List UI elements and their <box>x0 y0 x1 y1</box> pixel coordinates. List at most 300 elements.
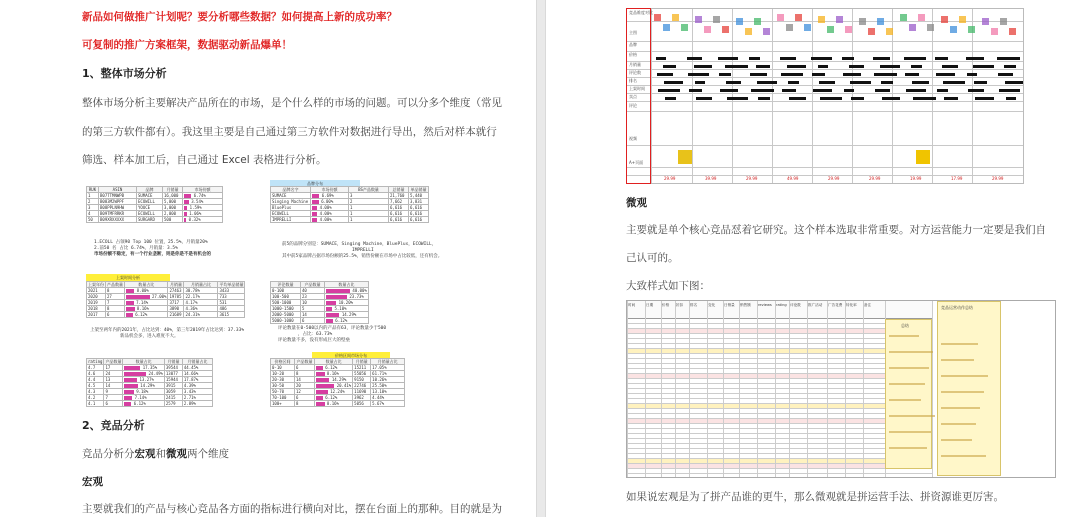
table-cell: 2017 <box>87 312 106 318</box>
pct-bar <box>126 295 150 299</box>
price-range-title: 价格区间市场分布 <box>312 352 390 359</box>
pct-bar <box>316 390 328 394</box>
summary-text-line <box>889 415 935 417</box>
pct-value: 6.12% <box>132 312 148 317</box>
redacted-value <box>881 81 893 84</box>
redacted-value <box>912 81 929 84</box>
table-header-cell: 月销量占比 <box>371 359 405 365</box>
redacted-value <box>968 89 984 92</box>
table-header-cell: rating <box>88 359 103 364</box>
redacted-value <box>820 97 842 100</box>
table-header-cell: 市场份额 <box>183 187 223 193</box>
pct-value: 9.18% <box>133 389 149 394</box>
sheet-header-cell: 时间 <box>628 303 636 307</box>
table-cell: 8 <box>106 288 125 294</box>
table-cell: 14.66% <box>182 371 212 377</box>
table-cell: 2579 <box>164 401 182 407</box>
table-cell: 8 <box>106 306 125 312</box>
table-cell: 17.05% <box>371 365 405 371</box>
redacted-value <box>850 81 871 84</box>
product-thumbnail <box>959 16 966 23</box>
table-cell <box>183 217 223 223</box>
table-cell: ECOWILL <box>137 211 163 217</box>
redacted-value <box>905 73 919 76</box>
pct-value: 27.00% <box>149 294 167 299</box>
pct-value: 24.49% <box>146 371 163 376</box>
redacted-value <box>782 89 796 92</box>
note-2-line-3: 其中前5家品牌占据市场份额的25.5%，销售份额在市场中占比较低，还有机会。 <box>282 254 443 259</box>
product-thumbnail <box>804 24 811 31</box>
pct-bar <box>326 313 339 317</box>
table-cell: 2018 <box>87 306 106 312</box>
right-document-page <box>546 0 1080 517</box>
redacted-value <box>751 89 774 92</box>
sheet-header-cell: 评论数 <box>790 303 801 307</box>
sheet-header-cell: 日销量 <box>724 303 735 307</box>
market-analysis-sheet <box>82 180 462 406</box>
note-4-line-2: ，占比：63.73% <box>298 332 333 337</box>
grid-dimension-label: 主图 <box>629 30 637 35</box>
table-cell: 10.26% <box>371 377 405 383</box>
table-header-cell: 产品数量 <box>107 282 123 287</box>
table-header-cell: 产品数量 <box>105 359 122 364</box>
grid-dimension-label: 月销量 <box>629 62 641 67</box>
pct-value: 23.73% <box>346 294 364 299</box>
redacted-value <box>695 81 705 84</box>
grid-col-line <box>772 9 773 183</box>
table-cell: 3 <box>87 205 99 211</box>
grid-dimension-label: 视频 <box>629 136 637 141</box>
grid-price-value: 49.99 <box>787 176 799 181</box>
note-2-line-2: IMPRELLI <box>352 248 374 253</box>
table-cell: B07TTMNWPB <box>99 193 137 199</box>
redacted-value <box>844 89 854 92</box>
redacted-value <box>1006 97 1016 100</box>
sheet-header-cell: reviews <box>758 303 772 307</box>
grid-col-line <box>651 9 652 183</box>
sheet-header-cell: 推广活动 <box>808 303 823 307</box>
pct-bar <box>326 289 350 293</box>
table-cell: 5000-1000 <box>271 318 301 324</box>
competitor-intro-macro: 宏观 <box>134 448 156 460</box>
redacted-value <box>913 97 936 100</box>
pct-value: 7.14% <box>132 395 147 400</box>
table-cell: 44.45% <box>182 365 212 371</box>
table-cell: 6,616 <box>389 217 409 223</box>
sheet-data-row <box>627 469 932 474</box>
summary-text-line <box>941 375 988 377</box>
redacted-value <box>944 97 958 100</box>
table-cell: 7 <box>106 300 125 306</box>
redacted-value <box>843 73 861 76</box>
market-para-line1: 整体市场分析主要解决产品所在的市场，是个什么样的市场的问题。可以分多个维度（常见 <box>82 97 502 109</box>
price-range-table <box>270 358 405 407</box>
table-cell: 14 <box>104 383 123 389</box>
note-1-line-3: 市场份额不稳定，有一个行业垄断，则是你是不是有机会的 <box>94 252 211 257</box>
pct-value: 7.14% <box>133 300 149 305</box>
table-cell: 3,000 <box>163 205 183 211</box>
summary-text-line <box>889 335 919 337</box>
table-cell: 13.10% <box>371 389 405 395</box>
micro-title: 微观 <box>626 197 647 209</box>
sample-intro: 大致样式如下图： <box>626 280 710 292</box>
sheet-col-line <box>739 301 740 477</box>
table-cell: 4.3 <box>87 389 104 395</box>
redacted-value <box>880 65 900 68</box>
competitor-intro-pre: 竞品分析分 <box>82 448 135 460</box>
competitor-intro-and: 和 <box>155 448 166 460</box>
summary-text-line <box>889 383 925 385</box>
table-header-cell: 数量占比 <box>315 359 353 365</box>
left-document-page <box>0 0 536 517</box>
table-header-cell: 总销量 <box>389 187 409 193</box>
sheet-col-line <box>789 301 790 477</box>
sheet-col-line <box>661 301 662 477</box>
grid-price-value: 29.99 <box>869 176 881 181</box>
pct-bar <box>316 396 323 400</box>
redacted-value <box>726 81 741 84</box>
competitor-intro-post: 两个维度 <box>187 448 229 460</box>
table-header-cell: 数量占比 <box>123 359 164 365</box>
table-cell: 5 <box>301 306 325 312</box>
table-cell: 4.1 <box>87 401 104 407</box>
pct-value: 10.20% <box>336 300 354 305</box>
pct-value: 13.27% <box>137 377 154 382</box>
product-thumbnail <box>941 16 948 23</box>
pct-value: 14.29% <box>137 383 155 388</box>
pct-bar <box>326 319 333 323</box>
table-header-cell: 产品数量 <box>296 359 313 364</box>
sheet-header-cell: 日期 <box>646 303 654 307</box>
pct-value: 3.54% <box>188 199 204 204</box>
redacted-value <box>904 57 926 60</box>
redacted-value <box>756 65 770 68</box>
table-cell: 4.44% <box>371 395 405 401</box>
table-header-cell: 品牌名字 <box>271 187 311 193</box>
redacted-value <box>999 89 1020 92</box>
market-para-line2: 的第三方软件都有）。我这里主要是自己通过第三方软件对数据进行导出，然后对样本就行 <box>82 126 497 138</box>
table-cell: 3962 <box>353 395 371 401</box>
table-cell: 12 <box>295 389 315 395</box>
table-cell: 4 <box>87 211 99 217</box>
grid-price-value: 29.99 <box>664 176 676 181</box>
note-4 <box>278 326 386 344</box>
redacted-value <box>1004 65 1016 68</box>
table-header-cell: 单品销量 <box>410 187 427 192</box>
redacted-value <box>819 81 835 84</box>
video-thumbnail <box>916 150 930 164</box>
table-row <box>87 377 213 383</box>
table-cell: 11690 <box>353 389 371 395</box>
sheet-header-cell: 排名 <box>690 303 698 307</box>
table-cell: SURGARD <box>137 217 163 223</box>
table-cell: 6 <box>106 312 125 318</box>
product-thumbnail <box>918 14 925 21</box>
sheet-col-line <box>932 301 933 477</box>
section-competitor-title: 2、竞品分析 <box>82 419 145 432</box>
redacted-value <box>665 97 676 100</box>
table-cell: 486 <box>218 306 245 312</box>
product-thumbnail <box>745 28 752 35</box>
redacted-value <box>1005 81 1023 84</box>
table-cell: 24.31% <box>184 312 218 318</box>
redacted-value <box>696 97 712 100</box>
pct-bar <box>124 390 133 394</box>
product-thumbnail <box>991 28 998 35</box>
sheet-header-cell: 广告花费 <box>828 303 843 307</box>
table-header-cell: 月销量 <box>164 359 182 365</box>
sheet-col-line <box>645 301 646 477</box>
table-cell: B08PPLN9HW <box>99 205 137 211</box>
redacted-value <box>851 97 864 100</box>
redacted-value <box>942 65 958 68</box>
grid-dimension-label: 评论数 <box>629 70 641 75</box>
macro-para: 主要就我们的产品与核心竞品各方面的指标进行横向对比，摆在台面上的那种。目的就是为 <box>82 503 502 515</box>
grid-price-value: 39.99 <box>705 176 717 181</box>
pct-bar <box>312 200 319 204</box>
grid-col-line <box>812 9 813 183</box>
note-3-line-1: 上架至两年内的2021年，占比达到：40%，第三年2019年占比达到：37.33% <box>90 328 245 333</box>
grid-col-line <box>932 9 933 183</box>
grid-dimension-label: 价格 <box>629 52 637 57</box>
listing-time-title: 上架时间分析 <box>86 274 170 281</box>
pct-bar <box>124 384 137 388</box>
table-cell: 14 <box>295 377 315 383</box>
table-cell: 1000-1500 <box>271 306 301 312</box>
sheet-col-line <box>807 301 808 477</box>
grid-dimension-label: 竞品维度对比 <box>629 10 653 15</box>
redacted-value <box>694 65 712 68</box>
product-thumbnail <box>754 18 761 25</box>
table-cell: 2 <box>87 199 99 205</box>
micro-tracking-sheet <box>626 300 1056 478</box>
competitor-intro <box>82 447 229 461</box>
table-cell: 15211 <box>353 365 371 371</box>
sheet-col-line <box>689 301 690 477</box>
table-row <box>87 401 213 407</box>
table-cell: 3433 <box>218 288 245 294</box>
table-cell: B083M2WPPF <box>99 199 137 205</box>
table-header-cell: BS产品数量 <box>349 187 389 193</box>
product-thumbnail <box>827 26 834 33</box>
sheet-header-cell: rating <box>776 303 787 307</box>
table-cell <box>311 217 349 223</box>
pct-value: 20.41% <box>334 383 352 388</box>
redacted-value <box>935 57 948 60</box>
table-cell: 21,760 <box>389 193 409 199</box>
note-4-line-1: 评论数量在0-500以内的产品有63，评论数量少于500 <box>278 326 387 331</box>
table-cell: 6 <box>295 365 315 371</box>
grid-row-line <box>627 41 1023 42</box>
table-cell: 10 <box>301 300 325 306</box>
redacted-value <box>911 65 922 68</box>
table-cell: 2 <box>349 199 389 205</box>
table-cell: 500 <box>163 217 183 223</box>
table-cell: 6,616 <box>389 205 409 211</box>
table-row <box>87 383 213 389</box>
redacted-value <box>663 65 676 68</box>
table-cell: Singing Machine <box>271 199 311 205</box>
table-row <box>87 294 245 300</box>
grid-col-line <box>732 9 733 183</box>
table-cell: 7,662 <box>389 199 409 205</box>
table-header-cell: ASIN <box>99 187 137 193</box>
table-cell: 9150 <box>353 377 371 383</box>
table-cell: 5,440 <box>409 193 429 199</box>
pct-bar <box>124 372 146 376</box>
table-row <box>87 371 213 377</box>
summary-title: 总结 <box>901 323 909 328</box>
summary-text-line <box>941 343 978 345</box>
redacted-value <box>943 81 965 84</box>
sheet-header-cell: 价格 <box>662 303 670 307</box>
table-cell: 2019 <box>87 300 106 306</box>
table-cell: 2020 <box>87 294 106 300</box>
redacted-value <box>974 81 987 84</box>
note-1-line-2: 2.前50 名 占比 6.74%，月销量：3.5% <box>94 246 178 251</box>
table-cell: 5,000 <box>163 199 183 205</box>
redacted-value <box>758 97 770 100</box>
redacted-value <box>882 97 900 100</box>
table-cell <box>325 294 369 300</box>
table-header-cell: 价格区间 <box>271 359 295 365</box>
table-cell: 9 <box>104 389 123 395</box>
redacted-value <box>873 57 890 60</box>
grid-row-line <box>627 93 1023 94</box>
table-cell: B09TMFRRKR <box>99 211 137 217</box>
redacted-value <box>657 73 673 76</box>
redacted-value <box>818 65 828 68</box>
table-cell: 100-500 <box>271 294 301 300</box>
grid-dimension-label: 上架时间 <box>629 86 645 91</box>
grid-row-line <box>627 145 1023 146</box>
table-cell: 2000-5000 <box>271 312 301 318</box>
table-cell: 27 <box>106 294 125 300</box>
redacted-value <box>789 97 806 100</box>
note-2 <box>282 242 442 260</box>
pct-value: 6.12% <box>332 318 348 323</box>
redacted-value <box>813 89 832 92</box>
summary-text-line <box>941 359 974 361</box>
pct-bar <box>316 372 325 376</box>
redacted-value <box>727 97 748 100</box>
note-3 <box>90 328 244 340</box>
sheet-header-cell: 备注 <box>864 303 872 307</box>
sheet-col-line <box>627 301 628 477</box>
grid-price-value: 29.99 <box>992 176 1004 181</box>
redacted-value <box>975 97 994 100</box>
table-cell: 17.87% <box>182 377 212 383</box>
micro-para-line1: 主要就是单个核心竞品怼着它研究。这个样本选取非常重要。对方运营能力一定要是我们自 <box>626 224 1046 236</box>
product-thumbnail <box>836 16 843 23</box>
table-row <box>87 199 223 205</box>
table-cell <box>325 288 369 294</box>
table-cell: SUMACE <box>271 193 311 199</box>
rating-table <box>86 358 213 407</box>
redacted-value <box>842 57 854 60</box>
sheet-col-line <box>863 301 864 477</box>
pct-value: 6.74% <box>191 193 206 198</box>
redacted-value <box>849 65 864 68</box>
table-row <box>271 401 405 407</box>
table-row <box>271 318 369 324</box>
table-cell: 2,000 <box>163 211 183 217</box>
table-cell: 22746 <box>353 383 371 389</box>
grid-dimension-label: 评论 <box>629 103 637 108</box>
brand-table-title: 品牌分布 <box>270 180 360 187</box>
grid-dimension-label: 品牌 <box>629 42 637 47</box>
redacted-value <box>749 57 760 60</box>
table-cell: 4.39% <box>182 383 212 389</box>
note-3-line-2: 新品机会多，进入难度不大。 <box>120 334 179 339</box>
table-header-cell: 品牌 <box>137 187 163 193</box>
product-thumbnail <box>713 16 720 23</box>
table-cell: 17 <box>104 365 123 371</box>
table-cell: 5056 <box>353 401 371 407</box>
product-thumbnail <box>654 14 661 21</box>
redacted-value <box>936 73 955 76</box>
table-cell: 5.67% <box>371 401 405 407</box>
table-header-cell: 数量占比 <box>325 282 369 288</box>
redacted-value <box>787 65 806 68</box>
grid-row-line <box>627 111 1023 112</box>
product-thumbnail <box>1000 18 1007 25</box>
table-cell: 2021 <box>87 288 106 294</box>
product-thumbnail <box>736 18 743 25</box>
headline-framework: 可复制的推广方案框架，数据驱动新品爆单！ <box>82 39 292 51</box>
pct-bar <box>316 366 323 370</box>
summary-text-line <box>889 367 929 369</box>
table-cell <box>123 371 164 377</box>
pct-bar <box>124 378 137 382</box>
product-thumbnail <box>868 28 875 35</box>
product-thumbnail <box>786 24 793 31</box>
product-thumbnail <box>886 28 893 35</box>
table-cell: 2.71% <box>182 395 212 401</box>
brand-share-table <box>270 186 429 223</box>
headline-question: 新品如何做推广计划呢？要分析哪些数据？如何提高上新的成功率？ <box>82 11 397 23</box>
sheet-col-line <box>827 301 828 477</box>
table-header-cell: 月销量 <box>163 187 183 193</box>
pct-value: 5.10% <box>332 306 347 311</box>
sheet-col-line <box>775 301 776 477</box>
pct-value: 14.29% <box>339 312 357 317</box>
redacted-value <box>718 57 738 60</box>
table-cell: 1 <box>349 211 389 217</box>
table-cell: 70-100 <box>271 395 295 401</box>
product-thumbnail <box>763 28 770 35</box>
sheet-col-line <box>757 301 758 477</box>
product-thumbnail <box>681 24 688 31</box>
pct-value: 0.32% <box>186 217 201 222</box>
sheet-header-cell: 销售额 <box>740 303 751 307</box>
pct-value: 8.16% <box>324 401 339 406</box>
table-cell: 19785 <box>168 294 184 300</box>
grid-row-line <box>627 51 1023 52</box>
product-thumbnail <box>818 16 825 23</box>
product-thumbnail <box>900 14 907 21</box>
grid-dimension-label: 排名 <box>629 78 637 83</box>
table-cell: 15944 <box>164 377 182 383</box>
market-para-line3: 筛选、样本加工后，自己通过 Excel 表格进行分析。 <box>82 154 327 166</box>
product-thumbnail <box>909 24 916 31</box>
redacted-value <box>656 57 666 60</box>
table-cell: 30-50 <box>271 383 295 389</box>
pct-value: 1.59% <box>187 205 202 210</box>
bottom-para: 如果说宏观是为了拼产品谁的更牛，那么微观就是拼运营手法、拼资源谁更厉害。 <box>626 491 1004 503</box>
redacted-value <box>966 57 984 60</box>
redacted-value <box>967 73 977 76</box>
